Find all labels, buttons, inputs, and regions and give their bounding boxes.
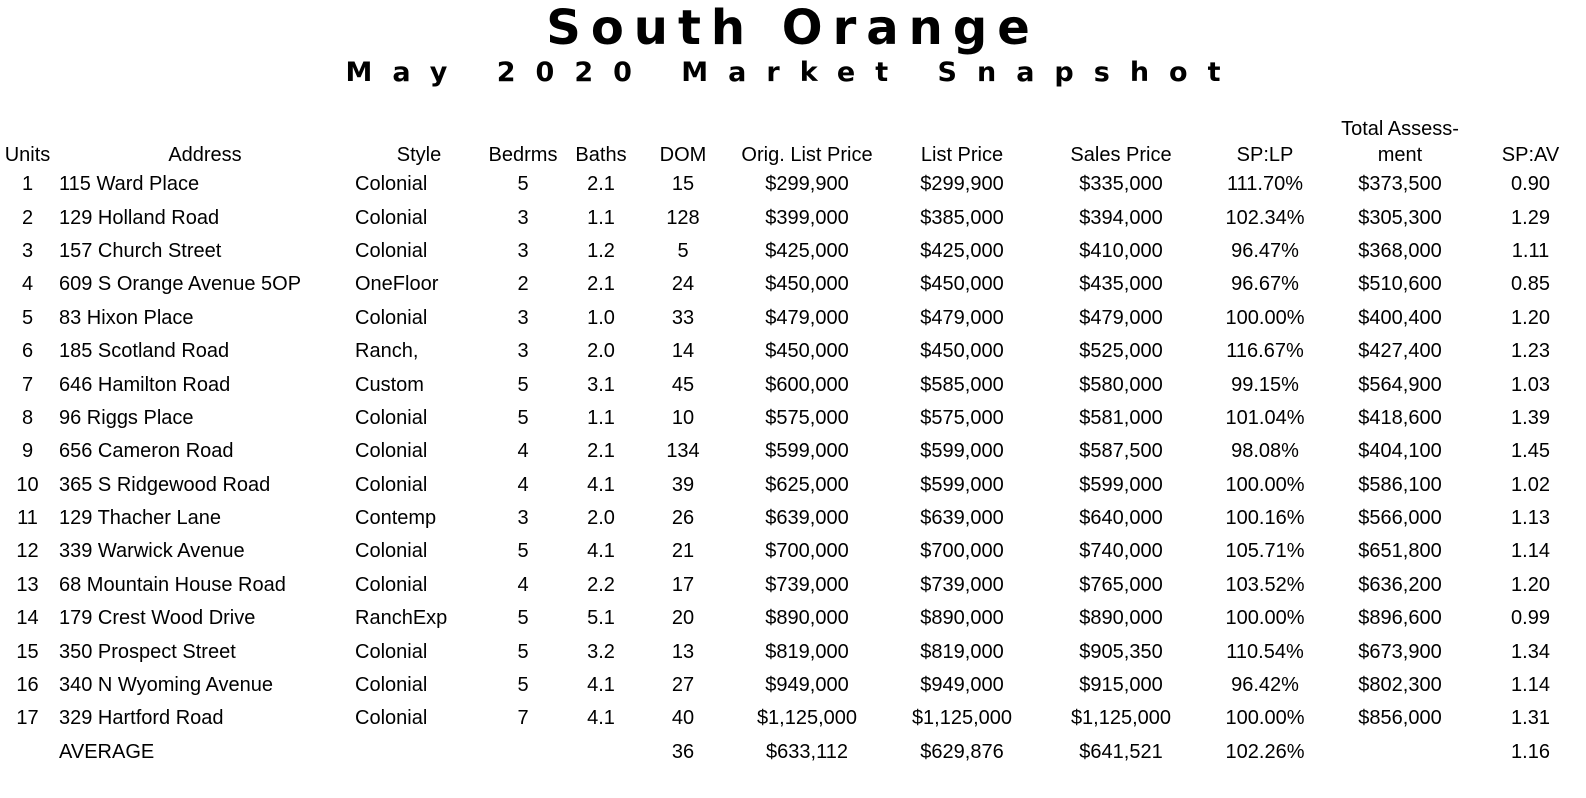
cell-style: Colonial [355, 707, 428, 730]
col-header-dom: DOM [659, 144, 707, 166]
cell-sp-lp: 100.16% [1225, 507, 1305, 530]
cell-unit: 7 [21, 373, 34, 396]
cell-style: Colonial [355, 440, 428, 463]
cell-sales-price: $599,000 [1079, 473, 1163, 496]
cell-style: Colonial [355, 573, 428, 596]
cell-sp-av: 1.02 [1511, 473, 1550, 496]
cell-bedrms: 2 [517, 273, 529, 296]
average-sales-price: $641,521 [1079, 740, 1163, 763]
cell-unit: 13 [16, 573, 39, 596]
cell-baths: 2.1 [587, 173, 615, 196]
cell-address: 115 Ward Place [59, 173, 200, 196]
cell-list-price: $599,000 [920, 440, 1004, 463]
cell-orig-list-price: $890,000 [765, 607, 849, 630]
cell-unit: 12 [16, 540, 39, 563]
cell-sp-av: 1.20 [1511, 573, 1550, 596]
cell-address: 83 Hixon Place [59, 306, 194, 329]
cell-sp-lp: 116.67% [1226, 340, 1304, 363]
cell-address: 68 Mountain House Road [59, 573, 286, 596]
cell-list-price: $639,000 [920, 507, 1004, 530]
cell-address: 157 Church Street [59, 239, 222, 262]
cell-sp-lp: 111.70% [1227, 173, 1303, 196]
col-header-orig-list-price: Orig. List Price [741, 144, 873, 166]
cell-sales-price: $580,000 [1079, 373, 1163, 396]
cell-sp-lp: 96.47% [1231, 239, 1299, 262]
col-header-address: Address [168, 144, 242, 166]
cell-bedrms: 4 [517, 473, 529, 496]
cell-orig-list-price: $399,000 [765, 206, 849, 229]
cell-baths: 3.1 [587, 373, 615, 396]
table-body [0, 168, 1586, 736]
cell-orig-list-price: $600,000 [765, 373, 849, 396]
cell-baths: 4.1 [587, 473, 615, 496]
table-row [0, 335, 1586, 368]
cell-bedrms: 5 [517, 406, 529, 429]
cell-bedrms: 5 [517, 640, 529, 663]
cell-sales-price: $740,000 [1079, 540, 1163, 563]
cell-total-assessment: $856,000 [1358, 707, 1442, 730]
cell-sp-av: 1.45 [1511, 440, 1550, 463]
cell-style: Colonial [355, 674, 428, 697]
cell-unit: 10 [16, 473, 39, 496]
cell-address: 350 Prospect Street [59, 640, 236, 663]
table-row [0, 535, 1586, 568]
cell-baths: 2.2 [587, 573, 615, 596]
cell-baths: 2.1 [587, 440, 615, 463]
cell-baths: 2.1 [587, 273, 615, 296]
average-sp-av: 1.16 [1511, 740, 1550, 763]
cell-sales-price: $435,000 [1079, 273, 1163, 296]
table-row [0, 235, 1586, 268]
cell-bedrms: 5 [517, 540, 529, 563]
cell-sales-price: $915,000 [1079, 674, 1163, 697]
col-header-total-assessment-line1: Total Assess- [1341, 118, 1459, 140]
cell-sp-av: 1.11 [1511, 239, 1550, 262]
cell-total-assessment: $373,500 [1358, 173, 1442, 196]
col-header-style: Style [396, 144, 442, 166]
average-sp-lp: 102.26% [1225, 740, 1305, 763]
cell-unit: 8 [21, 406, 34, 429]
cell-sp-lp: 99.15% [1231, 373, 1299, 396]
market-snapshot-table [0, 110, 1586, 769]
cell-list-price: $450,000 [920, 340, 1004, 363]
cell-orig-list-price: $625,000 [765, 473, 849, 496]
cell-style: OneFloor [355, 273, 439, 296]
cell-sp-av: 1.34 [1511, 640, 1550, 663]
cell-style: Colonial [355, 306, 428, 329]
cell-sales-price: $581,000 [1079, 406, 1163, 429]
cell-unit: 17 [16, 707, 39, 730]
cell-dom: 33 [671, 306, 695, 329]
cell-style: Colonial [355, 206, 428, 229]
cell-unit: 11 [17, 507, 38, 530]
cell-orig-list-price: $575,000 [765, 406, 849, 429]
cell-list-price: $1,125,000 [911, 707, 1013, 730]
cell-unit: 6 [21, 340, 34, 363]
cell-baths: 1.2 [587, 239, 615, 262]
cell-list-price: $299,900 [920, 173, 1004, 196]
cell-dom: 45 [671, 373, 695, 396]
cell-baths: 4.1 [587, 674, 615, 697]
cell-total-assessment: $651,800 [1358, 540, 1442, 563]
cell-list-price: $890,000 [920, 607, 1004, 630]
cell-sp-av: 1.14 [1511, 674, 1550, 697]
average-orig-list-price: $633,112 [766, 740, 848, 763]
cell-sales-price: $525,000 [1079, 340, 1163, 363]
table-row [0, 702, 1586, 735]
cell-orig-list-price: $299,900 [765, 173, 849, 196]
cell-total-assessment: $418,600 [1358, 406, 1442, 429]
cell-address: 656 Cameron Road [59, 440, 234, 463]
cell-dom: 21 [671, 540, 695, 563]
cell-sp-lp: 100.00% [1225, 473, 1305, 496]
cell-address: 185 Scotland Road [59, 340, 230, 363]
cell-unit: 4 [21, 273, 34, 296]
cell-list-price: $599,000 [920, 473, 1004, 496]
cell-dom: 27 [671, 674, 695, 697]
cell-list-price: $479,000 [920, 306, 1004, 329]
cell-sp-av: 1.13 [1511, 507, 1550, 530]
cell-address: 339 Warwick Avenue [59, 540, 245, 563]
table-row [0, 201, 1586, 234]
cell-style: Ranch, [355, 340, 419, 363]
cell-bedrms: 3 [517, 239, 529, 262]
cell-bedrms: 3 [517, 306, 529, 329]
cell-sp-lp: 100.00% [1225, 306, 1305, 329]
cell-sales-price: $335,000 [1079, 173, 1163, 196]
cell-address: 329 Hartford Road [59, 707, 224, 730]
col-header-total-assessment-line2: ment [1377, 144, 1423, 166]
cell-dom: 40 [671, 707, 695, 730]
cell-style: Contemp [355, 507, 437, 530]
cell-baths: 4.1 [587, 540, 615, 563]
cell-list-price: $585,000 [920, 373, 1004, 396]
cell-baths: 2.0 [587, 507, 615, 530]
table-row [0, 502, 1586, 535]
cell-total-assessment: $802,300 [1358, 674, 1442, 697]
table-row [0, 435, 1586, 468]
cell-sp-lp: 96.67% [1231, 273, 1299, 296]
cell-unit: 2 [21, 206, 34, 229]
table-row [0, 368, 1586, 401]
cell-total-assessment: $586,100 [1358, 473, 1442, 496]
cell-sp-av: 1.03 [1511, 373, 1550, 396]
cell-baths: 1.0 [587, 306, 615, 329]
cell-sp-av: 1.31 [1511, 707, 1550, 730]
cell-list-price: $575,000 [920, 406, 1004, 429]
table-row [0, 669, 1586, 702]
cell-sp-av: 1.29 [1511, 206, 1550, 229]
cell-list-price: $450,000 [920, 273, 1004, 296]
cell-total-assessment: $673,900 [1358, 640, 1442, 663]
cell-style: Colonial [355, 473, 428, 496]
cell-sp-lp: 103.52% [1225, 573, 1305, 596]
average-list-price: $629,876 [920, 740, 1004, 763]
cell-baths: 1.1 [587, 206, 615, 229]
cell-unit: 16 [16, 674, 39, 697]
col-header-total-assessment [1325, 110, 1475, 168]
col-header-sales-price: Sales Price [1070, 144, 1172, 166]
table-row [0, 635, 1586, 668]
table-row [0, 268, 1586, 301]
page-subtitle: May 2020 Market Snapshot [345, 57, 1241, 88]
cell-sp-lp: 96.42% [1231, 674, 1299, 697]
cell-bedrms: 3 [517, 206, 529, 229]
cell-style: Colonial [355, 640, 428, 663]
average-label: AVERAGE [59, 740, 155, 763]
cell-bedrms: 5 [517, 373, 529, 396]
cell-address: 340 N Wyoming Avenue [59, 674, 274, 697]
cell-sp-av: 1.39 [1511, 406, 1550, 429]
cell-orig-list-price: $739,000 [765, 573, 849, 596]
cell-style: Custom [355, 373, 424, 396]
cell-baths: 2.0 [587, 340, 615, 363]
cell-dom: 39 [671, 473, 695, 496]
cell-bedrms: 3 [517, 507, 529, 530]
cell-sp-lp: 105.71% [1225, 540, 1305, 563]
cell-orig-list-price: $425,000 [765, 239, 849, 262]
cell-total-assessment: $896,600 [1358, 607, 1442, 630]
table-row [0, 469, 1586, 502]
cell-sp-lp: 110.54% [1226, 640, 1304, 663]
cell-sp-av: 0.99 [1511, 607, 1550, 630]
cell-sales-price: $890,000 [1079, 607, 1163, 630]
cell-orig-list-price: $700,000 [765, 540, 849, 563]
cell-orig-list-price: $639,000 [765, 507, 849, 530]
cell-total-assessment: $400,400 [1358, 306, 1442, 329]
cell-list-price: $819,000 [920, 640, 1004, 663]
cell-address: 609 S Orange Avenue 5OP [59, 273, 302, 296]
cell-unit: 3 [21, 239, 34, 262]
table-row [0, 602, 1586, 635]
cell-list-price: $700,000 [920, 540, 1004, 563]
cell-sp-av: 1.14 [1511, 540, 1550, 563]
cell-dom: 134 [666, 440, 700, 463]
cell-list-price: $739,000 [920, 573, 1004, 596]
cell-sales-price: $479,000 [1079, 306, 1163, 329]
cell-bedrms: 5 [517, 173, 529, 196]
cell-unit: 9 [21, 440, 34, 463]
cell-dom: 5 [677, 239, 689, 262]
table-row [0, 569, 1586, 602]
col-header-sp-av: SP:AV [1501, 144, 1560, 166]
cell-list-price: $949,000 [920, 674, 1004, 697]
cell-address: 646 Hamilton Road [59, 373, 231, 396]
cell-sp-lp: 100.00% [1225, 607, 1305, 630]
cell-sp-av: 0.90 [1511, 173, 1550, 196]
col-header-baths: Baths [575, 144, 627, 166]
cell-unit: 15 [16, 640, 39, 663]
cell-bedrms: 4 [517, 573, 529, 596]
cell-sales-price: $410,000 [1079, 239, 1163, 262]
cell-style: RanchExp [355, 607, 448, 630]
cell-sales-price: $1,125,000 [1070, 707, 1172, 730]
cell-list-price: $425,000 [920, 239, 1004, 262]
cell-bedrms: 4 [517, 440, 529, 463]
cell-address: 179 Crest Wood Drive [59, 607, 256, 630]
cell-dom: 26 [671, 507, 695, 530]
cell-total-assessment: $564,900 [1358, 373, 1442, 396]
col-header-bedrms: Bedrms [488, 144, 558, 166]
cell-dom: 20 [671, 607, 695, 630]
cell-total-assessment: $636,200 [1358, 573, 1442, 596]
cell-address: 129 Thacher Lane [59, 507, 221, 530]
cell-baths: 5.1 [587, 607, 615, 630]
cell-sales-price: $905,350 [1079, 640, 1163, 663]
cell-bedrms: 7 [517, 707, 529, 730]
cell-orig-list-price: $479,000 [765, 306, 849, 329]
cell-total-assessment: $305,300 [1358, 206, 1442, 229]
cell-total-assessment: $404,100 [1358, 440, 1442, 463]
cell-orig-list-price: $599,000 [765, 440, 849, 463]
cell-dom: 10 [671, 406, 695, 429]
cell-sp-lp: 101.04% [1225, 406, 1305, 429]
cell-orig-list-price: $450,000 [765, 340, 849, 363]
cell-dom: 13 [671, 640, 695, 663]
cell-orig-list-price: $450,000 [765, 273, 849, 296]
col-header-sp-lp: SP:LP [1236, 144, 1294, 166]
cell-baths: 3.2 [587, 640, 615, 663]
cell-address: 129 Holland Road [59, 206, 220, 229]
cell-orig-list-price: $819,000 [765, 640, 849, 663]
table-header-row [0, 110, 1586, 168]
cell-orig-list-price: $1,125,000 [756, 707, 858, 730]
cell-sales-price: $587,500 [1079, 440, 1163, 463]
table-row [0, 402, 1586, 435]
cell-address: 365 S Ridgewood Road [59, 473, 271, 496]
cell-total-assessment: $510,600 [1358, 273, 1442, 296]
cell-dom: 17 [671, 573, 695, 596]
cell-address: 96 Riggs Place [59, 406, 194, 429]
table-row [0, 168, 1586, 201]
cell-sp-lp: 102.34% [1225, 206, 1305, 229]
cell-sp-av: 0.85 [1511, 273, 1550, 296]
cell-sp-lp: 98.08% [1231, 440, 1299, 463]
cell-unit: 5 [21, 306, 34, 329]
average-row [0, 736, 1586, 769]
cell-style: Colonial [355, 540, 428, 563]
cell-unit: 1 [21, 173, 34, 196]
page-title: South Orange [546, 0, 1040, 56]
cell-total-assessment: $368,000 [1358, 239, 1442, 262]
cell-bedrms: 5 [517, 607, 529, 630]
cell-dom: 128 [666, 206, 700, 229]
average-dom: 36 [671, 740, 695, 763]
cell-bedrms: 5 [517, 674, 529, 697]
cell-dom: 14 [671, 340, 695, 363]
cell-list-price: $385,000 [920, 206, 1004, 229]
col-header-units: Units [4, 144, 51, 166]
cell-orig-list-price: $949,000 [765, 674, 849, 697]
cell-bedrms: 3 [517, 340, 529, 363]
cell-sp-lp: 100.00% [1225, 707, 1305, 730]
cell-baths: 4.1 [587, 707, 615, 730]
table-row [0, 302, 1586, 335]
cell-total-assessment: $427,400 [1358, 340, 1442, 363]
cell-sales-price: $765,000 [1079, 573, 1163, 596]
cell-sp-av: 1.20 [1511, 306, 1550, 329]
cell-style: Colonial [355, 406, 428, 429]
cell-sales-price: $640,000 [1079, 507, 1163, 530]
cell-dom: 24 [671, 273, 695, 296]
cell-unit: 14 [16, 607, 39, 630]
cell-style: Colonial [355, 239, 428, 262]
col-header-list-price: List Price [920, 144, 1004, 166]
cell-baths: 1.1 [587, 406, 615, 429]
cell-sp-av: 1.23 [1511, 340, 1550, 363]
cell-dom: 15 [671, 173, 695, 196]
cell-style: Colonial [355, 173, 428, 196]
cell-total-assessment: $566,000 [1358, 507, 1442, 530]
cell-sales-price: $394,000 [1079, 206, 1163, 229]
